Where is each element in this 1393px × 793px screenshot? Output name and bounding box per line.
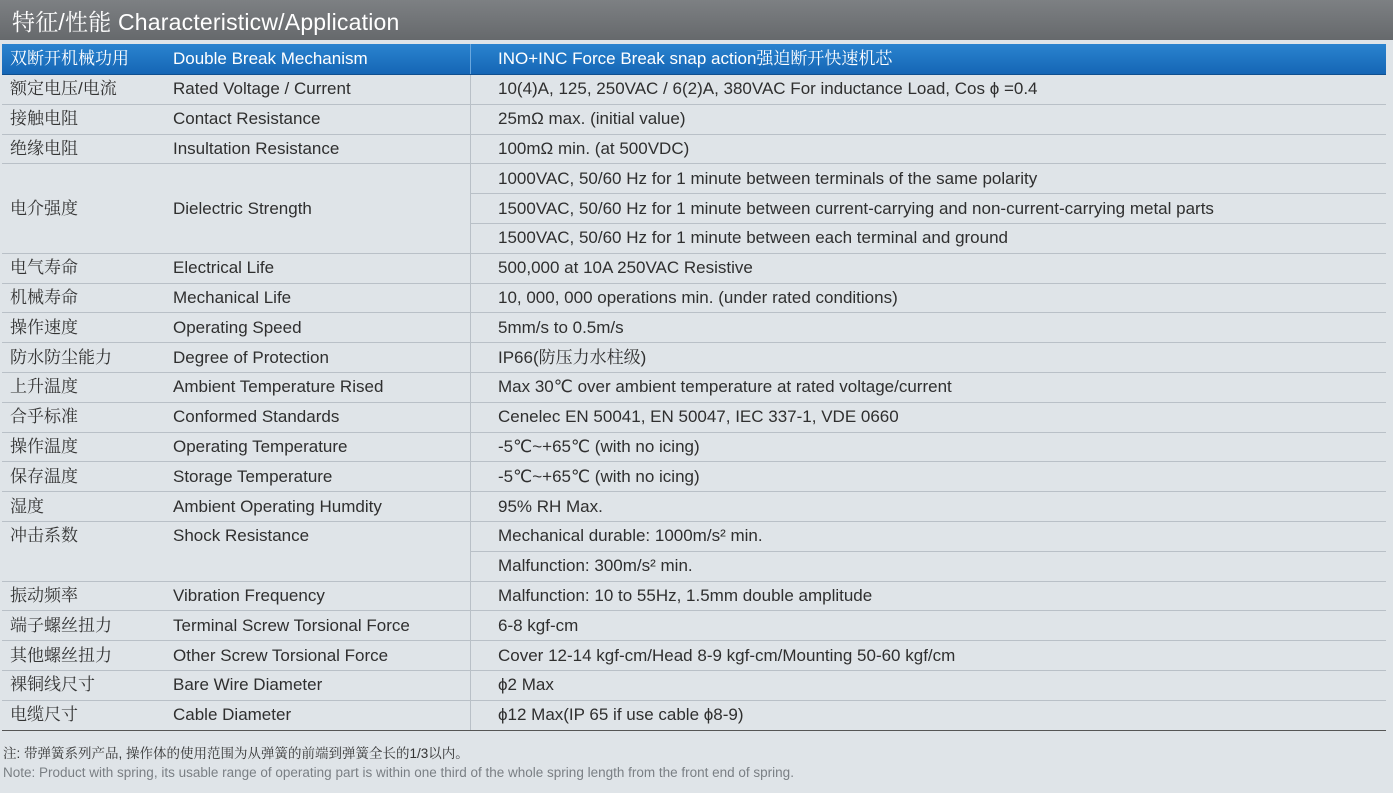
row-cn-label: 保存温度 bbox=[2, 462, 165, 492]
row-value: 5mm/s to 0.5m/s bbox=[471, 313, 1387, 343]
row-value: 6-8 kgf-cm bbox=[471, 611, 1387, 641]
table-row bbox=[2, 432, 1386, 462]
row-cn-label: 操作温度 bbox=[2, 432, 165, 462]
row-en-label: Contact Resistance bbox=[165, 104, 471, 134]
table-row bbox=[2, 134, 1386, 164]
row-en-label: Shock Resistance bbox=[165, 521, 471, 581]
table-row bbox=[2, 402, 1386, 432]
table-row bbox=[2, 670, 1386, 700]
row-cn-label: 湿度 bbox=[2, 492, 165, 522]
row-value: -5℃~+65℃ (with no icing) bbox=[471, 462, 1387, 492]
row-en-label: Ambient Temperature Rised bbox=[165, 372, 471, 402]
row-en-label: Conformed Standards bbox=[165, 402, 471, 432]
table-row bbox=[2, 700, 1386, 730]
footnotes bbox=[3, 744, 1383, 782]
table-row bbox=[2, 611, 1386, 641]
table-row bbox=[2, 372, 1386, 402]
page-title: 特征/性能 Characteristicw/Application bbox=[12, 8, 400, 35]
row-value: 10, 000, 000 operations min. (under rated conditions) bbox=[471, 283, 1387, 313]
row-en-label: Ambient Operating Humdity bbox=[165, 492, 471, 522]
table-row bbox=[2, 253, 1386, 283]
table-row bbox=[2, 164, 1386, 194]
note-cn: 注: 带弹簧系列产品, 操作体的使用范围为从弹簧的前端到弹簧全长的1/3以内。 bbox=[3, 746, 469, 761]
row-value: 500,000 at 10A 250VAC Resistive bbox=[471, 253, 1387, 283]
table-row bbox=[2, 521, 1386, 551]
row-en-label: Degree of Protection bbox=[165, 343, 471, 373]
row-value: 1000VAC, 50/60 Hz for 1 minute between terminals of the same polarity bbox=[471, 164, 1387, 194]
row-value: Cover 12-14 kgf-cm/Head 8-9 kgf-cm/Mounting 50-60 kgf/cm bbox=[471, 641, 1387, 671]
row-en-label: Rated Voltage / Current bbox=[165, 75, 471, 105]
row-value: Max 30℃ over ambient temperature at rated voltage/current bbox=[471, 372, 1387, 402]
row-en-label: Electrical Life bbox=[165, 253, 471, 283]
row-en-label: Mechanical Life bbox=[165, 283, 471, 313]
row-en-label: Vibration Frequency bbox=[165, 581, 471, 611]
row-value: 1500VAC, 50/60 Hz for 1 minute between each terminal and ground bbox=[471, 223, 1387, 253]
spec-table bbox=[2, 44, 1386, 731]
note-en: Note: Product with spring, its usable range of operating part is within one third of the whole spring length from the front end of spring. bbox=[3, 765, 794, 780]
row-en-label: Cable Diameter bbox=[165, 700, 471, 730]
row-value: 1500VAC, 50/60 Hz for 1 minute between current-carrying and non-current-carrying metal parts bbox=[471, 194, 1387, 224]
table-row bbox=[2, 641, 1386, 671]
table-row bbox=[2, 343, 1386, 373]
header-en-label: Double Break Mechanism bbox=[165, 44, 471, 75]
row-cn-label: 绝缘电阻 bbox=[2, 134, 165, 164]
row-value: -5℃~+65℃ (with no icing) bbox=[471, 432, 1387, 462]
row-en-label: Other Screw Torsional Force bbox=[165, 641, 471, 671]
row-cn-label: 裸铜线尺寸 bbox=[2, 670, 165, 700]
table-row bbox=[2, 581, 1386, 611]
table-row bbox=[2, 492, 1386, 522]
table-row bbox=[2, 104, 1386, 134]
row-en-label: Bare Wire Diameter bbox=[165, 670, 471, 700]
row-value: IP66(防压力水柱级) bbox=[471, 343, 1387, 373]
row-cn-label: 合乎标准 bbox=[2, 402, 165, 432]
row-cn-label: 端子螺丝扭力 bbox=[2, 611, 165, 641]
row-value: Cenelec EN 50041, EN 50047, IEC 337-1, VDE 0660 bbox=[471, 402, 1387, 432]
header-cn-label: 双断开机械功用 bbox=[2, 44, 165, 75]
row-cn-label: 振动频率 bbox=[2, 581, 165, 611]
row-cn-label: 上升温度 bbox=[2, 372, 165, 402]
row-cn-label: 接触电阻 bbox=[2, 104, 165, 134]
section-title-bar bbox=[0, 0, 1393, 40]
row-cn-label: 操作速度 bbox=[2, 313, 165, 343]
header-value: INO+INC Force Break snap action强迫断开快速机芯 bbox=[471, 44, 1387, 75]
table-row bbox=[2, 283, 1386, 313]
row-value: Malfunction: 10 to 55Hz, 1.5mm double amplitude bbox=[471, 581, 1387, 611]
row-cn-label: 其他螺丝扭力 bbox=[2, 641, 165, 671]
row-cn-label: 防水防尘能力 bbox=[2, 343, 165, 373]
row-cn-label: 冲击系数 bbox=[2, 521, 165, 581]
row-value: ϕ2 Max bbox=[471, 670, 1387, 700]
row-en-label: Dielectric Strength bbox=[165, 164, 471, 253]
row-cn-label: 电缆尺寸 bbox=[2, 700, 165, 730]
row-value: 95% RH Max. bbox=[471, 492, 1387, 522]
table-row bbox=[2, 462, 1386, 492]
row-en-label: Terminal Screw Torsional Force bbox=[165, 611, 471, 641]
row-value: ϕ12 Max(IP 65 if use cable ϕ8-9) bbox=[471, 700, 1387, 730]
row-value: 25mΩ max. (initial value) bbox=[471, 104, 1387, 134]
row-value: Malfunction: 300m/s² min. bbox=[471, 551, 1387, 581]
table-header-row bbox=[2, 44, 1386, 75]
row-value: 100mΩ min. (at 500VDC) bbox=[471, 134, 1387, 164]
row-value: 10(4)A, 125, 250VAC / 6(2)A, 380VAC For inductance Load, Cos ϕ =0.4 bbox=[471, 75, 1387, 105]
row-value: Mechanical durable: 1000m/s² min. bbox=[471, 521, 1387, 551]
row-en-label: Operating Temperature bbox=[165, 432, 471, 462]
row-en-label: Storage Temperature bbox=[165, 462, 471, 492]
row-en-label: Insultation Resistance bbox=[165, 134, 471, 164]
row-cn-label: 电气寿命 bbox=[2, 253, 165, 283]
row-cn-label: 电介强度 bbox=[2, 164, 165, 253]
row-en-label: Operating Speed bbox=[165, 313, 471, 343]
table-row bbox=[2, 75, 1386, 105]
row-cn-label: 额定电压/电流 bbox=[2, 75, 165, 105]
table-row bbox=[2, 313, 1386, 343]
row-cn-label: 机械寿命 bbox=[2, 283, 165, 313]
